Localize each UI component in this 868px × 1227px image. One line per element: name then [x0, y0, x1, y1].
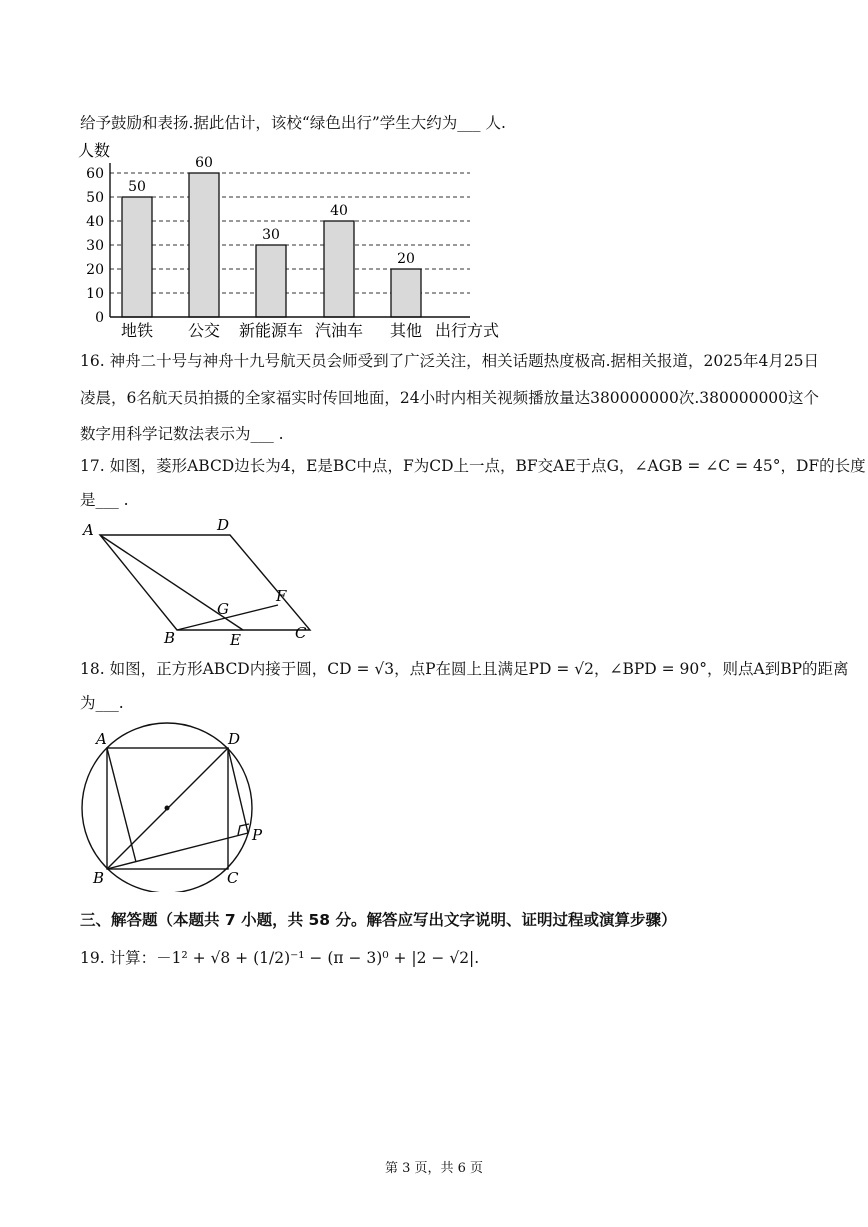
circle-square-figure	[70, 722, 280, 892]
label-g: G	[217, 600, 229, 618]
bar	[122, 197, 152, 317]
label-p: P	[252, 826, 263, 844]
category-label: 公交	[187, 321, 221, 340]
bar-value-label: 40	[330, 203, 348, 219]
q17-line2: 是___ .	[80, 491, 129, 509]
q16-line1: 16. 神舟二十号与神舟十九号航天员会师受到了广泛关注，相关话题热度极高.据相关报道，2025年4月25日	[80, 352, 820, 370]
y-tick-label: 10	[86, 286, 104, 302]
q18-line1: 18. 如图，正方形ABCD内接于圆，CD = √3，点P在圆上且满足PD = √2，∠BPD = 90°，则点A到BP的距离	[80, 660, 849, 678]
rhombus-abcd	[100, 535, 310, 630]
category-label: 地铁	[120, 321, 154, 340]
page-footer: 第 3 页，共 6 页	[384, 1161, 484, 1176]
bar	[391, 269, 421, 317]
bar	[256, 245, 286, 317]
bar-value-label: 50	[128, 179, 146, 195]
section-heading: 三、解答题（本题共 7 小题，共 58 分。解答应写出文字说明、证明过程或演算步骤）	[80, 911, 677, 929]
perpendicular-from-a	[107, 748, 136, 862]
bar	[189, 173, 219, 317]
bar-value-label: 20	[397, 251, 415, 267]
label-c: C	[295, 624, 307, 642]
y-tick-label: 60	[86, 166, 104, 182]
chart-ylabel: 人数	[78, 141, 111, 160]
label-d: D	[217, 516, 230, 534]
chart-xlabel: 出行方式	[435, 321, 500, 340]
y-tick-label: 40	[86, 214, 104, 230]
y-tick-label: 50	[86, 190, 104, 206]
rhombus-figure	[80, 515, 320, 650]
label-f: F	[276, 587, 287, 605]
q16-line2: 凌晨，6名航天员拍摄的全家福实时传回地面，24小时内相关视频播放量达380000000次.380000000这个	[80, 389, 820, 407]
segment-bp	[107, 833, 248, 869]
label-c: C	[227, 869, 239, 887]
category-label: 汽油车	[314, 321, 364, 340]
y-tick-label: 20	[86, 262, 104, 278]
y-tick-label: 0	[95, 310, 104, 326]
q18-line2: 为___.	[80, 694, 124, 712]
label-b: B	[93, 869, 105, 887]
bar-chart	[70, 140, 510, 340]
q19-text: 19. 计算：－1² + √8 + (1/2)⁻¹ − (π − 3)⁰ + |2 − √2|.	[80, 949, 480, 967]
bar	[324, 221, 354, 317]
label-a: A	[96, 730, 107, 748]
q16-line3: 数字用科学记数法表示为___ .	[80, 425, 284, 443]
label-a: A	[83, 521, 94, 539]
bar-value-label: 30	[262, 227, 280, 243]
category-label: 新能源车	[238, 321, 304, 340]
category-label: 其他	[389, 321, 423, 340]
label-e: E	[230, 631, 241, 649]
y-tick-label: 30	[86, 238, 104, 254]
q15-tail-text: 给予鼓励和表扬.据此估计，该校“绿色出行”学生大约为___ 人.	[80, 114, 506, 132]
center-dot	[165, 806, 170, 811]
bar-value-label: 60	[195, 155, 213, 171]
label-b: B	[164, 629, 176, 647]
label-d: D	[228, 730, 241, 748]
q17-line1: 17. 如图，菱形ABCD边长为4，E是BC中点，F为CD上一点，BF交AE于点G，∠AGB = ∠C = 45°，DF的长度	[80, 457, 866, 475]
